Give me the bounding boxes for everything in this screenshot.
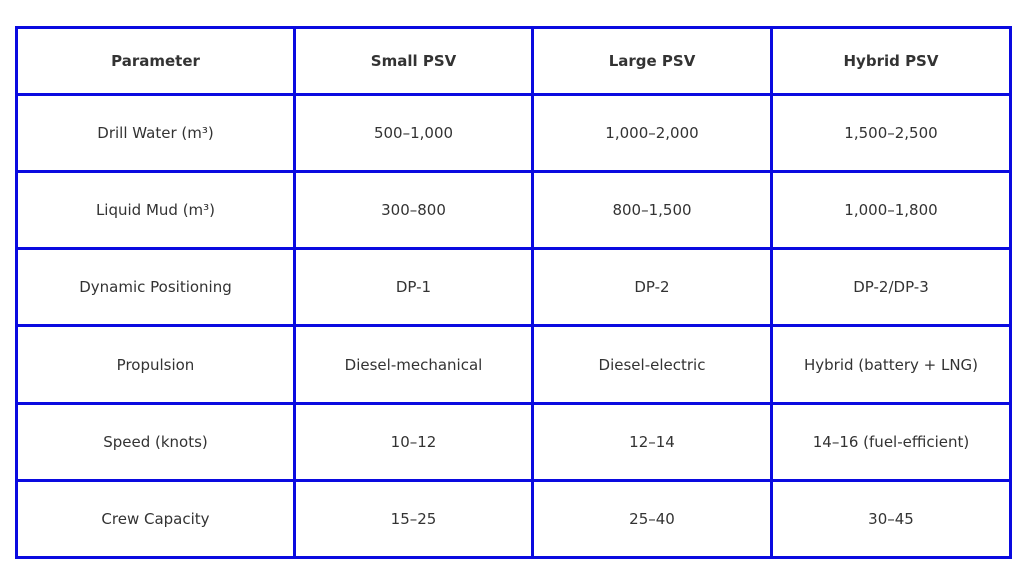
- table-cell: Drill Water (m³): [17, 95, 295, 172]
- table-cell: Diesel-electric: [533, 326, 772, 403]
- table-body: [17, 95, 1011, 558]
- table-cell: 12–14: [533, 403, 772, 480]
- table-cell: 1,000–1,800: [772, 172, 1011, 249]
- table-cell: Propulsion: [17, 326, 295, 403]
- table-cell: Hybrid (battery + LNG): [772, 326, 1011, 403]
- psv-comparison-table: [15, 26, 1012, 559]
- table-cell: Diesel-mechanical: [295, 326, 533, 403]
- table-row: [17, 480, 1011, 557]
- table-cell: 10–12: [295, 403, 533, 480]
- table-cell: Dynamic Positioning: [17, 249, 295, 326]
- header-small-psv: Small PSV: [295, 28, 533, 95]
- table-cell: 300–800: [295, 172, 533, 249]
- table-row: [17, 95, 1011, 172]
- table-cell: 14–16 (fuel-efficient): [772, 403, 1011, 480]
- table-cell: DP-1: [295, 249, 533, 326]
- table-cell: Speed (knots): [17, 403, 295, 480]
- table-cell: 15–25: [295, 480, 533, 557]
- header-parameter: Parameter: [17, 28, 295, 95]
- table-cell: Crew Capacity: [17, 480, 295, 557]
- table-cell: 1,000–2,000: [533, 95, 772, 172]
- header-row: [17, 28, 1011, 95]
- table-row: [17, 403, 1011, 480]
- table-cell: DP-2: [533, 249, 772, 326]
- table-row: [17, 249, 1011, 326]
- table-cell: 500–1,000: [295, 95, 533, 172]
- header-hybrid-psv: Hybrid PSV: [772, 28, 1011, 95]
- table-cell: 25–40: [533, 480, 772, 557]
- table-cell: DP-2/DP-3: [772, 249, 1011, 326]
- table-cell: 1,500–2,500: [772, 95, 1011, 172]
- table-row: [17, 326, 1011, 403]
- table-cell: 800–1,500: [533, 172, 772, 249]
- table-cell: Liquid Mud (m³): [17, 172, 295, 249]
- table-header: [17, 28, 1011, 95]
- table-cell: 30–45: [772, 480, 1011, 557]
- header-large-psv: Large PSV: [533, 28, 772, 95]
- table-row: [17, 172, 1011, 249]
- comparison-table-container: [15, 26, 1009, 559]
